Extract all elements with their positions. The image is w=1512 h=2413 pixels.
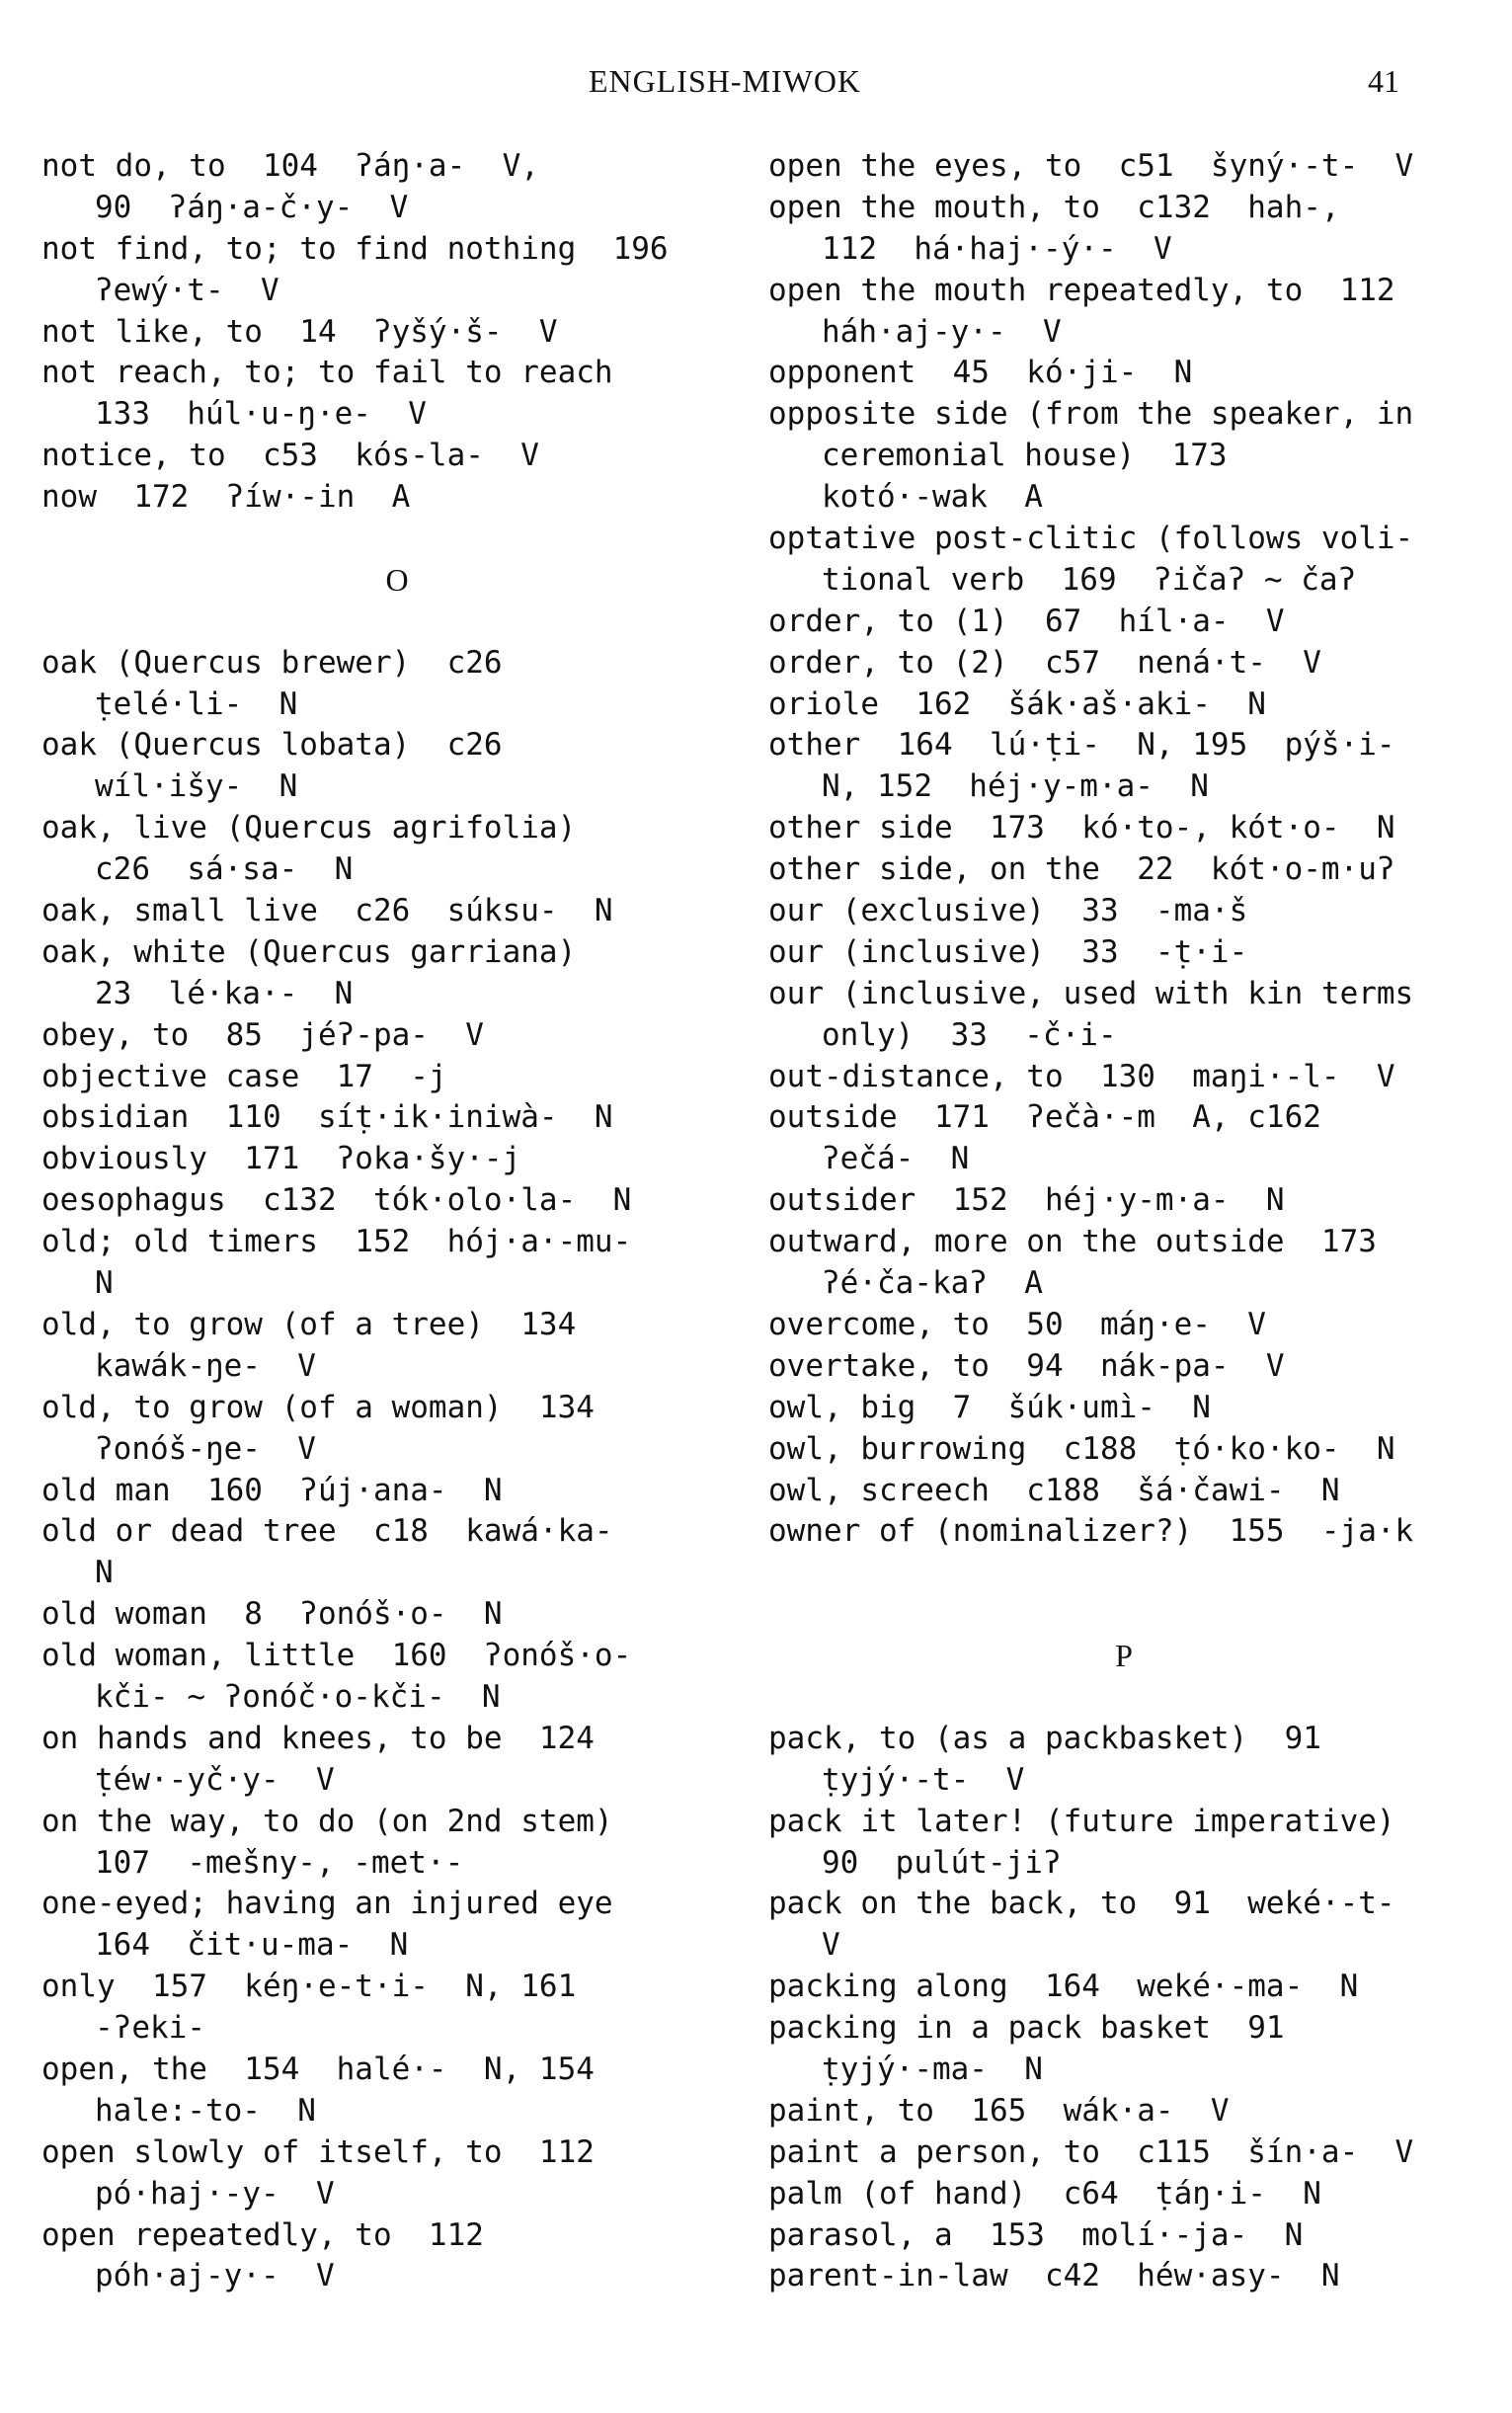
entry-continuation-line: 164 čit·u-ma- N [95, 1927, 409, 1964]
entry-continuation-line: 23 lé·ka·- N [95, 975, 354, 1011]
entry-line: paint a person, to c115 šín·a- V [768, 2133, 1414, 2170]
entry-line: overtake, to 94 nák-pa- V [768, 1347, 1285, 1384]
entry-line: owner of (nominalizer?) 155 -ja·k [768, 1513, 1414, 1550]
entry-continuation-line: póh·aj-y·- V [95, 2258, 335, 2294]
entry-continuation-line: ṭelé·li- N [95, 685, 298, 722]
entry-line: not find, to; to find nothing 196 [41, 230, 669, 267]
entry-line: not like, to 14 ʔyšý·š- V [41, 313, 558, 350]
entry-line: oak (Quercus lobata) c26 [41, 727, 503, 764]
entry-line: oak, white (Quercus garriana) [41, 933, 577, 970]
entry-line: owl, big 7 šúk·umì- N [768, 1389, 1211, 1425]
entry-line: our (inclusive) 33 -ṭ·i- [768, 933, 1248, 970]
entry-line: old; old timers 152 hój·a·-mu- [41, 1224, 632, 1260]
entry-line: on the way, to do (on 2nd stem) [41, 1803, 613, 1839]
entry-continuation-line: c26 sá·sa- N [95, 851, 354, 888]
entry-line: opponent 45 kó·ji- N [768, 355, 1193, 391]
spacer [41, 519, 753, 560]
page-header [0, 63, 1512, 107]
entry-line: order, to (1) 67 híl·a- V [768, 603, 1285, 639]
left-column [41, 146, 753, 2297]
entry-line: not reach, to; to fail to reach [41, 355, 613, 391]
entry-line: order, to (2) c57 nená·t- V [768, 644, 1321, 681]
entry-line: open the mouth repeatedly, to 112 [768, 272, 1395, 308]
entry-line: obey, to 85 jéʔ-pa- V [41, 1016, 484, 1053]
entry-line: only 157 kéŋ·e-t·i- N, 161 [41, 1969, 577, 2005]
entry-continuation-line: ṭyjý·-t- V [822, 1761, 1025, 1798]
entry-continuation-line: tional verb 169 ʔičaʔ ~ čaʔ [822, 561, 1357, 598]
entry-line: packing along 164 weké·-ma- N [768, 1969, 1359, 2005]
entry-continuation-line: ṭéw·-yč·y- V [95, 1761, 335, 1798]
entry-continuation-line: pó·haj·-y- V [95, 2175, 335, 2212]
entry-line: old, to grow (of a woman) 134 [41, 1389, 595, 1425]
entry-line: objective case 17 -j [41, 1058, 447, 1094]
entry-line: palm (of hand) c64 ṭáŋ·i- N [768, 2175, 1321, 2212]
entry-continuation-line: N [95, 1555, 114, 1591]
entry-line: owl, burrowing c188 ṭó·ko·ko- N [768, 1430, 1395, 1467]
entry-line: old woman, little 160 ʔonóš·o- [41, 1638, 632, 1674]
spacer [41, 602, 753, 643]
entry-continuation-line: N [95, 1265, 114, 1302]
entry-line: old man 160 ʔúj·ana- N [41, 1472, 503, 1508]
entry-line: obsidian 110 síṭ·ik·iniwà- N [41, 1099, 613, 1136]
entry-line: outsider 152 héj·y-m·a- N [768, 1182, 1285, 1219]
entry-continuation-line: V [822, 1927, 840, 1964]
entry-line: open repeatedly, to 112 [41, 2216, 484, 2253]
entry-line: old woman 8 ʔonóš·o- N [41, 1596, 503, 1633]
entry-line: outward, more on the outside 173 [768, 1224, 1377, 1260]
entry-continuation-line: N, 152 héj·y-m·a- N [822, 768, 1209, 805]
entry-continuation-line: 90 pulút-jiʔ [822, 1844, 1062, 1881]
running-title: ENGLISH-MIWOK [588, 63, 862, 99]
entry-line: on hands and knees, to be 124 [41, 1720, 595, 1756]
entry-line: old, to grow (of a tree) 134 [41, 1306, 577, 1342]
entry-continuation-line: ṭyjý·-ma- N [822, 2051, 1043, 2087]
entry-line: one-eyed; having an injured eye [41, 1886, 613, 1922]
entry-continuation-line: -ʔeki- [95, 2010, 205, 2047]
entry-line: open the mouth, to c132 hah-, [768, 189, 1340, 225]
entry-line: parasol, a 153 molí·-ja- N [768, 2216, 1304, 2253]
entry-line: obviously 171 ʔoka·šy·-j [41, 1141, 521, 1177]
entry-continuation-line: kči- ~ ʔonóč·o-kči- N [95, 1678, 501, 1715]
entry-line: notice, to c53 kós-la- V [41, 438, 539, 474]
spacer [768, 1594, 1479, 1636]
entry-line: pack, to (as a packbasket) 91 [768, 1720, 1321, 1756]
entry-line: open, the 154 halé·- N, 154 [41, 2051, 595, 2087]
entry-continuation-line: wíl·išy- N [95, 768, 298, 805]
entry-continuation-line: 107 -mešny-, -met·- [95, 1844, 464, 1881]
entry-continuation-line: kotó·-wak A [822, 479, 1043, 516]
entry-line: owl, screech c188 šá·čawi- N [768, 1472, 1340, 1508]
entry-line: old or dead tree c18 kawá·ka- [41, 1513, 613, 1550]
entry-line: paint, to 165 wák·a- V [768, 2092, 1230, 2129]
entry-line: our (exclusive) 33 -ma·š [768, 893, 1248, 929]
spacer [768, 1553, 1479, 1594]
entry-line: out-distance, to 130 maŋi·-l- V [768, 1058, 1395, 1094]
section-letter: O [385, 561, 409, 598]
entry-line: other 164 lú·ṭi- N, 195 pýš·i- [768, 727, 1395, 764]
entry-line: now 172 ʔíw·-in A [41, 479, 411, 516]
entry-line: parent-in-law c42 héw·asy- N [768, 2258, 1340, 2294]
entry-continuation-line: 112 há·haj·-ý·- V [822, 230, 1172, 267]
entry-line: open slowly of itself, to 112 [41, 2133, 595, 2170]
entry-line: oriole 162 šák·aš·aki- N [768, 685, 1266, 722]
entry-line: outside 171 ʔečà·-m A, c162 [768, 1099, 1321, 1136]
entry-line: overcome, to 50 máŋ·e- V [768, 1306, 1266, 1342]
entry-line: optative post-clitic (follows voli- [768, 521, 1414, 557]
entry-line: oak, small live c26 súksu- N [41, 893, 613, 929]
entry-continuation-line: hale:-to- N [95, 2092, 316, 2129]
entry-line: oak (Quercus brewer) c26 [41, 644, 503, 681]
entry-continuation-line: 133 húl·u-ŋ·e- V [95, 396, 427, 433]
entry-line: pack it later! (future imperative) [768, 1803, 1395, 1839]
page-number: 41 [1368, 63, 1399, 99]
entry-continuation-line: only) 33 -č·i- [822, 1016, 1117, 1053]
entry-continuation-line: ʔé·ča-kaʔ A [822, 1265, 1043, 1302]
entry-continuation-line: ʔonóš-ŋe- V [95, 1430, 316, 1467]
entry-continuation-line: ʔewý·t- V [95, 272, 279, 308]
right-column [768, 146, 1479, 2297]
entry-line: not do, to 104 ʔáŋ·a- V, [41, 148, 539, 184]
entry-line: opposite side (from the speaker, in [768, 396, 1414, 433]
entry-continuation-line: 90 ʔáŋ·a-č·y- V [95, 189, 409, 225]
spacer [768, 1677, 1479, 1719]
entry-continuation-line: háh·aj-y·- V [822, 313, 1062, 350]
entry-continuation-line: kawák-ŋe- V [95, 1347, 316, 1384]
entry-continuation-line: ceremonial house) 173 [822, 438, 1228, 474]
entry-line: other side 173 kó·to-, kót·o- N [768, 810, 1395, 846]
entry-line: oesophagus c132 tók·olo·la- N [41, 1182, 632, 1219]
entry-line: other side, on the 22 kót·o-m·uʔ [768, 851, 1395, 888]
entry-line: our (inclusive, used with kin terms [768, 975, 1414, 1011]
entry-line: packing in a pack basket 91 [768, 2010, 1285, 2047]
entry-line: pack on the back, to 91 weké·-t- [768, 1886, 1395, 1922]
entry-continuation-line: ʔečá- N [822, 1141, 970, 1177]
entry-line: oak, live (Quercus agrifolia) [41, 810, 577, 846]
entry-line: open the eyes, to c51 šyný·-t- V [768, 148, 1414, 184]
section-letter: P [1115, 1638, 1133, 1674]
